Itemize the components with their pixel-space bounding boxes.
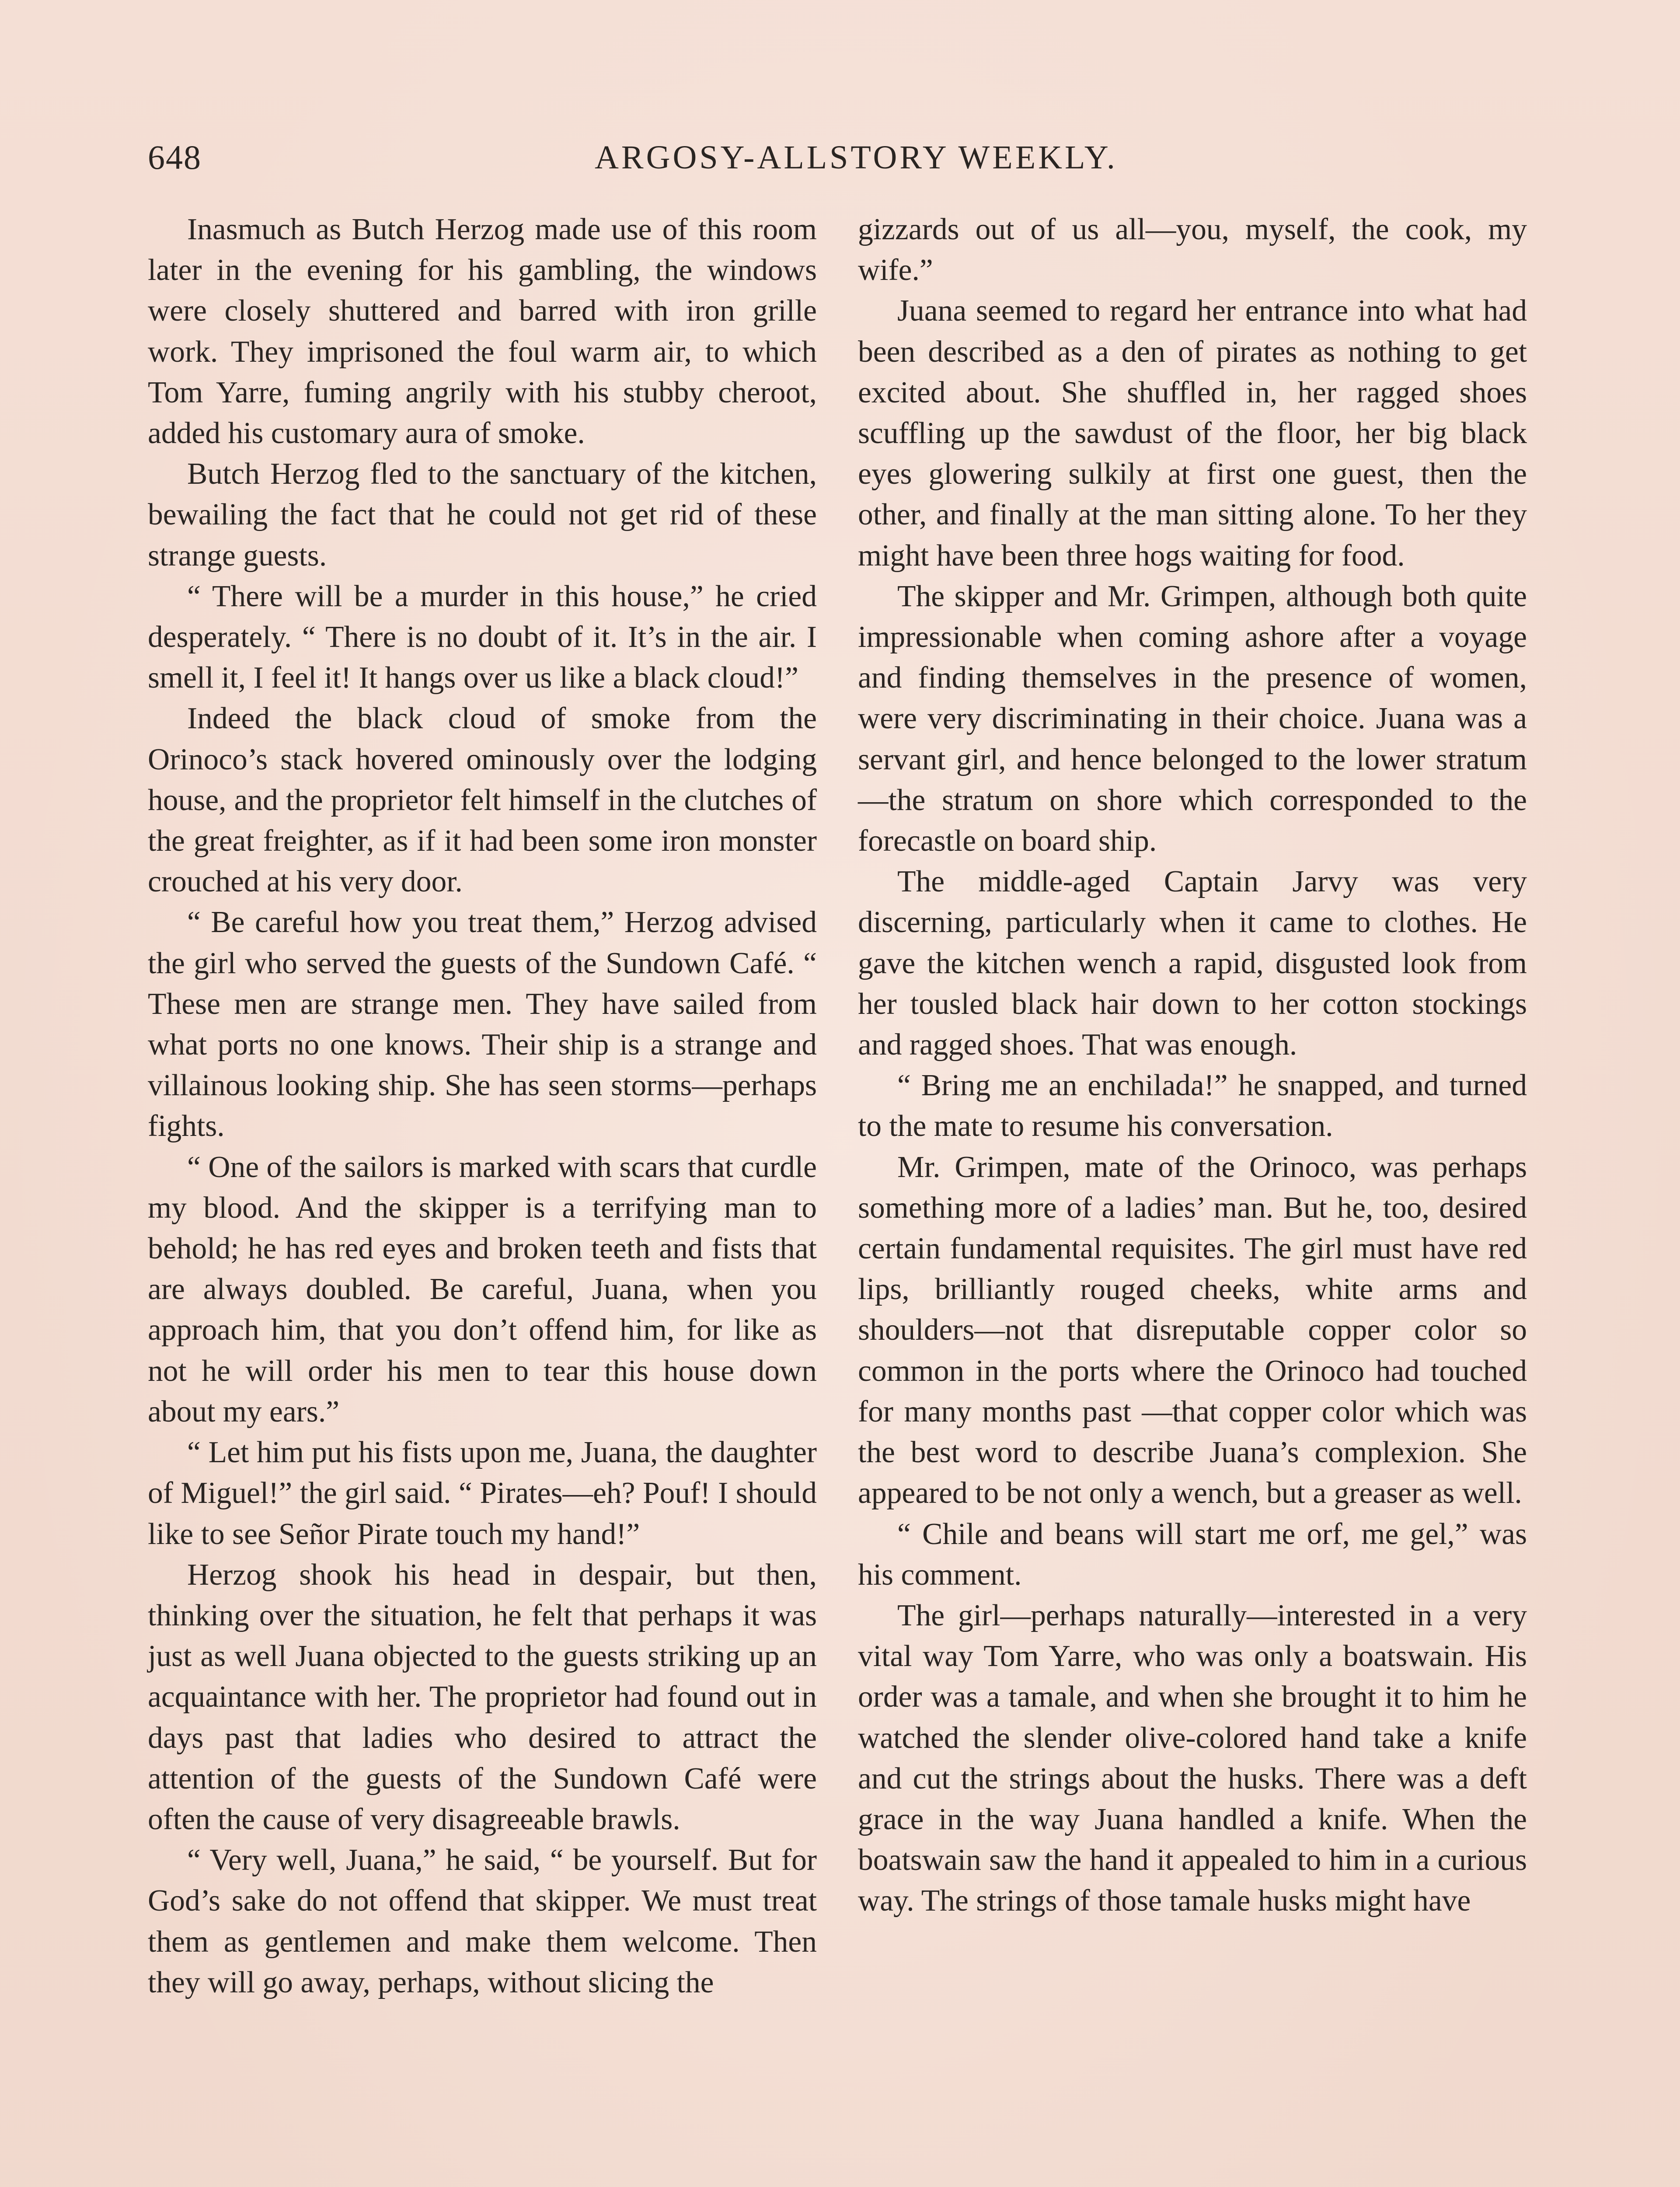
paragraph: Indeed the black cloud of smoke from the Orinoco’s stack hovered ominously over the lodging house, and the proprietor felt himself in the clutches of the great freighter, as if it had been some iron monster crouched at his very door.: [148, 702, 817, 899]
paragraph: “ Chile and beans will start me orf, me gel,” was his comment.: [858, 1517, 1527, 1592]
running-head: ARGOSY-ALLSTORY WEEKLY.: [595, 139, 1118, 176]
paragraph: “ Be careful how you treat them,” Herzog advised the girl who served the guests of the Sundown Café. “ These men are strange men. They have sailed from what ports no one knows. Their ship is a strange and villainous looking ship. She has seen storms—perhaps fights.: [148, 905, 817, 1143]
page-number: 648: [148, 138, 202, 176]
paragraph: “ There will be a murder in this house,” he cried desperately. “ There is no doubt of it. It’s in the air. I smell it, I feel it! It hangs over us like a black cloud!”: [148, 579, 817, 695]
left-column: [148, 209, 817, 2003]
paragraph: Mr. Grimpen, mate of the Orinoco, was perhaps something more of a ladies’ man. But he, too, desired certain fundamental requisites. The girl must have red lips, brilliantly rouged cheeks, white arms and shoulders—not that disreputable copper color so common in the ports where the Orinoco had touched for many months past —that copper color which was the best word to describe Juana’s complexion. She appeared to be not only a wench, but a greaser as well.: [858, 1150, 1527, 1510]
paragraph: Herzog shook his head in despair, but then, thinking over the situation, he felt that perhaps it was just as well Juana objected to the guests striking up an acquaintance with her. The proprietor had found out in days past that ladies who desired to attract the attention of the guests of the Sundown Café were often the cause of very disagreeable brawls.: [148, 1558, 817, 1836]
paragraph: The skipper and Mr. Grimpen, although both quite impressionable when coming ashore after a voyage and finding themselves in the presence of women, were very discriminating in their choice. Juana was a servant girl, and hence belonged to the lower stratum—the stratum on shore which corresponded to the forecastle on board ship.: [858, 579, 1527, 858]
paragraph: Inasmuch as Butch Herzog made use of this room later in the evening for his gambling, the windows were closely shuttered and barred with iron grille work. They imprisoned the foul warm air, to which Tom Yarre, fuming angrily with his stubby cheroot, added his customary aura of smoke.: [148, 213, 817, 451]
paragraph: The middle-aged Captain Jarvy was very discerning, particularly when it came to clothes. He gave the kitchen wench a rapid, disgusted look from her tousled black hair down to her cotton stockings and ragged shoes. That was enough.: [858, 865, 1527, 1062]
paragraph-continued: gizzards out of us all—you, myself, the cook, my wife.”: [858, 213, 1527, 287]
paragraph: “ Bring me an enchilada!” he snapped, and turned to the mate to resume his conversation.: [858, 1069, 1527, 1143]
paragraph: Butch Herzog fled to the sanctuary of the kitchen, bewailing the fact that he could not get rid of these strange guests.: [148, 457, 817, 573]
right-column: [858, 209, 1527, 1921]
page-header: [148, 131, 1538, 184]
paragraph: Juana seemed to regard her entrance into what had been described as a den of pirates as nothing to get excited about. She shuffled in, her ragged shoes scuffling up the sawdust of the floor, her big black eyes glowering sulkily at first one guest, then the other, and finally at the man sitting alone. To her they might have been three hogs waiting for food.: [858, 294, 1527, 573]
paragraph: “ One of the sailors is marked with scars that curdle my blood. And the skipper is a terrifying man to behold; he has red eyes and broken teeth and fists that are always doubled. Be careful, Juana, when you approach him, that you don’t offend him, for like as not he will order his men to tear this house down about my ears.”: [148, 1150, 817, 1429]
paragraph: The girl—perhaps naturally—interested in a very vital way Tom Yarre, who was only a boatswain. His order was a tamale, and when she brought it to him he watched the slender olive-colored hand take a knife and cut the strings about the husks. There was a deft grace in the way Juana handled a knife. When the boatswain saw the hand it appealed to him in a curious way. The strings of those tamale husks might have: [858, 1598, 1527, 1918]
paragraph: “ Let him put his fists upon me, Juana, the daughter of Miguel!” the girl said. “ Pirates—eh? Pouf! I should like to see Señor Pirate touch my hand!”: [148, 1436, 817, 1551]
paragraph: “ Very well, Juana,” he said, “ be yourself. But for God’s sake do not offend that skipper. We must treat them as gentlemen and make them welcome. Then they will go away, perhaps, without slicing the: [148, 1843, 817, 1999]
